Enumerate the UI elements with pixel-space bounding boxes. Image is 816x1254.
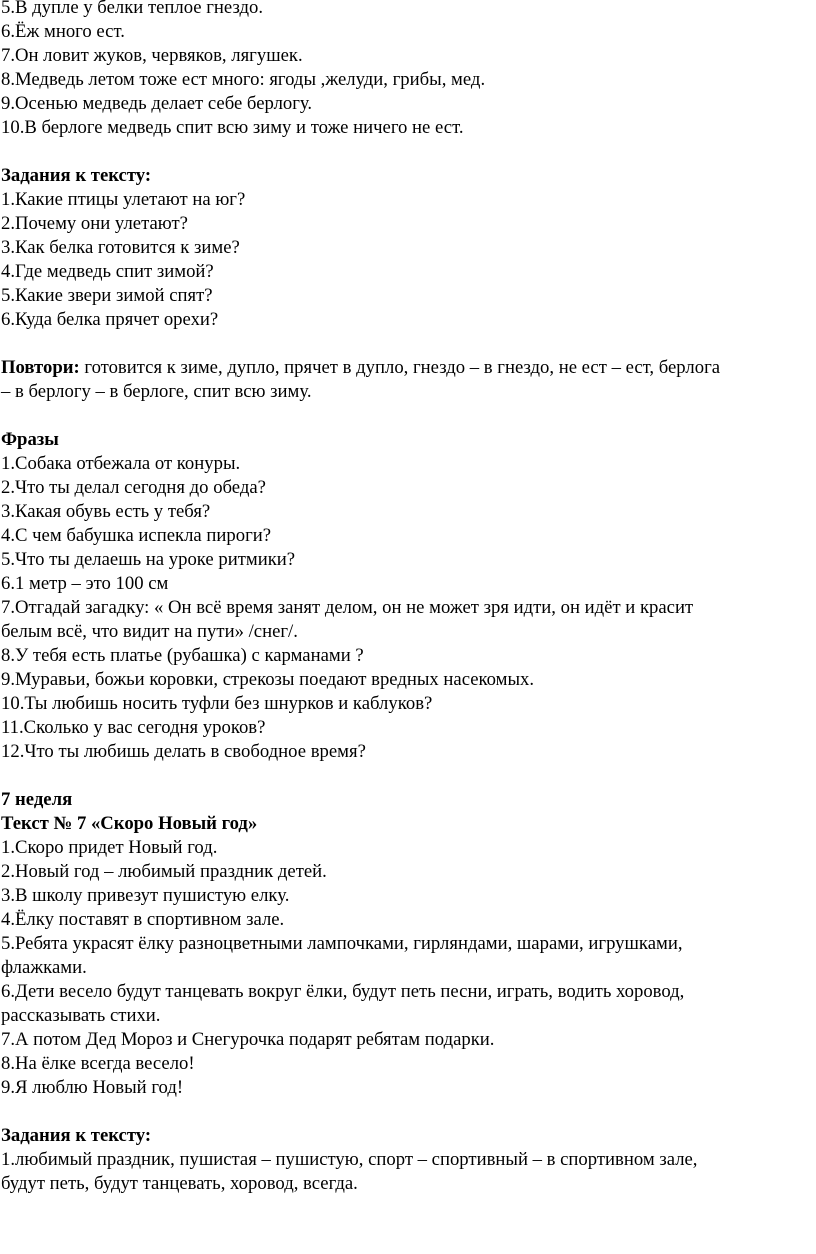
task-item: 1.любимый праздник, пушистая – пушистую, спорт – спортивный – в спортивном зале, bbox=[1, 1149, 698, 1170]
phrase-item: 11.Сколько у вас сегодня уроков? bbox=[1, 717, 266, 738]
phrase-item: 10.Ты любишь носить туфли без шнурков и каблуков? bbox=[1, 693, 433, 714]
repeat-section bbox=[1, 356, 813, 404]
task-item: 1.Какие птицы улетают на юг? bbox=[1, 189, 246, 210]
sentence: 3.В школу привезут пушистую елку. bbox=[1, 885, 290, 906]
sentence: 4.Ёлку поставят в спортивном зале. bbox=[1, 909, 285, 930]
phrase-item: 12.Что ты любишь делать в свободное время? bbox=[1, 741, 366, 762]
phrase-item: 7.Отгадай загадку: « Он всё время занят делом, он не может зря идти, он идёт и красит bbox=[1, 597, 694, 618]
section-heading: Задания к тексту: bbox=[1, 1125, 152, 1146]
sentence: 8.На ёлке всегда весело! bbox=[1, 1053, 195, 1074]
sentence: 7.Он ловит жуков, червяков, лягушек. bbox=[1, 45, 303, 66]
repeat-line bbox=[1, 356, 813, 380]
phrase-item-continued: белым всё, что видит на пути» /снег/. bbox=[1, 621, 298, 642]
phrase-item: 9.Муравьи, божьи коровки, стрекозы поедают вредных насекомых. bbox=[1, 669, 535, 690]
task-item: 4.Где медведь спит зимой? bbox=[1, 261, 214, 282]
task-item: 6.Куда белка прячет орехи? bbox=[1, 309, 219, 330]
text-7-tasks-section bbox=[1, 1124, 813, 1196]
task-item: 5.Какие звери зимой спят? bbox=[1, 285, 213, 306]
sentence: 2.Новый год – любимый праздник детей. bbox=[1, 861, 327, 882]
sentence-continued: рассказывать стихи. bbox=[1, 1005, 161, 1026]
phrase-item: 3.Какая обувь есть у тебя? bbox=[1, 501, 211, 522]
spacer bbox=[1, 764, 813, 788]
text-title: Текст № 7 «Скоро Новый год» bbox=[1, 813, 258, 834]
sentence: 10.В берлоге медведь спит всю зиму и тоже ничего не ест. bbox=[1, 117, 464, 138]
phrase-item: 4.С чем бабушка испекла пироги? bbox=[1, 525, 272, 546]
repeat-text: готовится к зиме, дупло, прячет в дупло, гнездо – в гнездо, не ест – ест, берлога bbox=[79, 357, 721, 378]
document-page bbox=[1, 0, 813, 1196]
sentence: 1.Скоро придет Новый год. bbox=[1, 837, 218, 858]
task-item: 3.Как белка готовится к зиме? bbox=[1, 237, 240, 258]
section-heading: Задания к тексту: bbox=[1, 165, 152, 186]
spacer bbox=[1, 1100, 813, 1124]
text-tasks-section bbox=[1, 164, 813, 332]
repeat-label: Повтори: bbox=[1, 357, 80, 378]
week-heading: 7 неделя bbox=[1, 789, 73, 810]
sentence-continued: флажками. bbox=[1, 957, 87, 978]
phrase-item: 5.Что ты делаешь на уроке ритмики? bbox=[1, 549, 296, 570]
spacer bbox=[1, 140, 813, 164]
spacer bbox=[1, 404, 813, 428]
phrase-item: 1.Собака отбежала от конуры. bbox=[1, 453, 241, 474]
repeat-line-continued: – в берлогу – в берлоге, спит всю зиму. bbox=[1, 381, 312, 402]
spacer bbox=[1, 332, 813, 356]
sentence: 5.В дупле у белки теплое гнездо. bbox=[1, 0, 264, 18]
sentence: 7.А потом Дед Мороз и Снегурочка подарят ребятам подарки. bbox=[1, 1029, 495, 1050]
sentence: 6.Дети весело будут танцевать вокруг ёлки, будут петь песни, играть, водить хоровод, bbox=[1, 981, 685, 1002]
task-item: 2.Почему они улетают? bbox=[1, 213, 188, 234]
sentence: 9.Осенью медведь делает себе берлогу. bbox=[1, 93, 313, 114]
section-heading: Фразы bbox=[1, 429, 59, 450]
phrase-item: 2.Что ты делал сегодня до обеда? bbox=[1, 477, 266, 498]
sentence: 8.Медведь летом тоже ест много: ягоды ,желуди, грибы, мед. bbox=[1, 69, 486, 90]
text-6-sentences bbox=[1, 0, 813, 140]
sentence: 6.Ёж много ест. bbox=[1, 21, 125, 42]
phrases-section bbox=[1, 428, 813, 764]
sentence: 9.Я люблю Новый год! bbox=[1, 1077, 184, 1098]
task-item-continued: будут петь, будут танцевать, хоровод, всегда. bbox=[1, 1173, 358, 1194]
week-section bbox=[1, 788, 813, 1100]
sentence: 5.Ребята украсят ёлку разноцветными лампочками, гирляндами, шарами, игрушками, bbox=[1, 933, 683, 954]
phrase-item: 6.1 метр – это 100 см bbox=[1, 573, 169, 594]
phrase-item: 8.У тебя есть платье (рубашка) с карманами ? bbox=[1, 645, 364, 666]
